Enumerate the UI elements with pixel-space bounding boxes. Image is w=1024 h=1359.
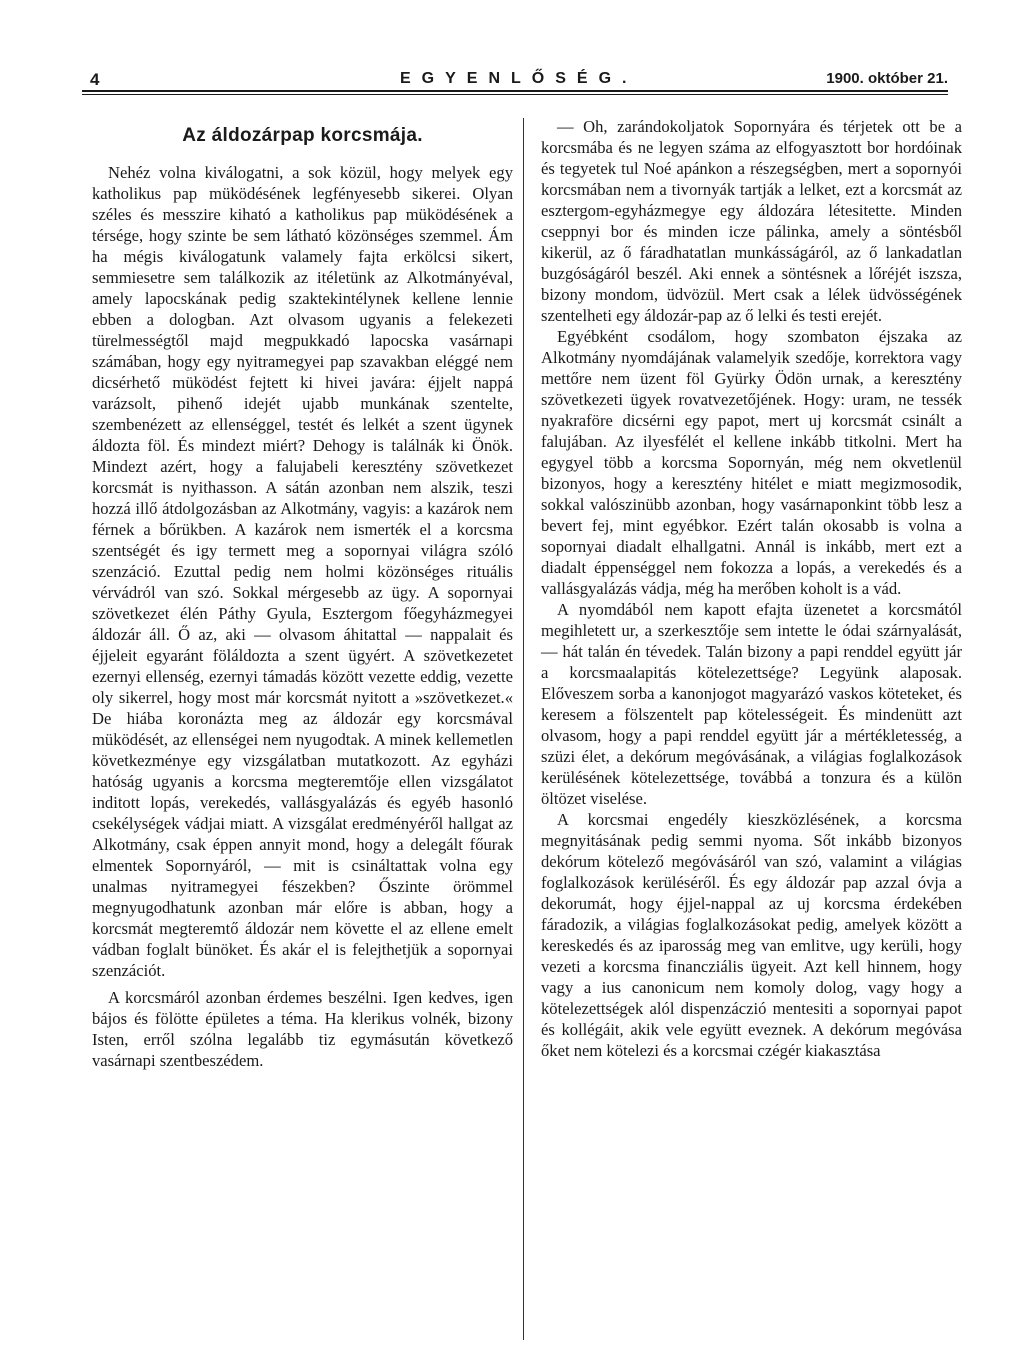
- right-column: [541, 116, 962, 1061]
- page-number: 4: [90, 70, 100, 89]
- left-column: [92, 110, 513, 1071]
- paragraph: A nyomdából nem kapott efajta üzenetet a korcsmától megihletett ur, a szerkesztője sem intette le ódai szárnyalását, — hát talán én tévedek. Talán bizony a papi renddel együtt jár a korcsmaalapitás kötelezettsége? Legyünk alaposak. Előveszem sorba a kanonjogot magyarázó vaskos köteteket, és keresem a fölszentelt pap kötelességeit. És mindenütt azt olvasom, hogy a papi renddel együtt jár a mértékletesség, a szüzi élet, a dekórum megóvásának, a világias foglalkozások kerülésének kötelezettsége, továbbá a tonzura és a külön öltözet viselése.: [541, 600, 962, 808]
- header-rule-thick: [82, 90, 948, 92]
- paragraph: Egyébként csodálom, hogy szombaton éjszaka az Alkotmány nyomdájának valamelyik szedője, korrektora vagy mettőre nem üzent föl Gyürky Ödön urnak, a keresztény szövetkezeti ügyek rovatvezetőjének. Hogy: uram, ne tessék nyakraföre dicsérni egy papot, mert uj korcsmát csinált a falujában. Az ilyesfélét el kellene inkább titkolni. Mert ha egygyel több a korcsma Sopornyán, még nem okvetlenül bizonyos, hogy a keresztény hitélet e miatt megizmosodik, sokkal valószinübb azonban, hogy vasárnaponkint több lesz a bevert fej, mint egyébkor. Ezért talán okosabb is volna a sopornyai diadalt elhallgatni. Annál is inkább, mert ezt a diadalt éppenséggel nem fokozza a lopás, a verekedés és a vallásgyalázás vádja, még ha merőben koholt is a vád.: [541, 327, 962, 598]
- page-header: [82, 70, 948, 92]
- header-rule-thin: [82, 94, 948, 95]
- issue-date: 1900. október 21.: [826, 70, 948, 87]
- paragraph: A korcsmai engedély kieszközlésének, a korcsma megnyitásának pedig semmi nyoma. Sőt inkább bizonyos dekórum kötelező megóvásáról van szó, valamint a világias foglalkozások kerüléséről. És egy áldozár pap azzal óvja a dekorumát, hogy éjjel-nappal az uj korcsma érdekében fáradozik, a világias foglalkozásokat pedig, amelyek között a kereskedés és az iparosság meg van emlitve, ugy kerüli, hogy vezeti a korcsma financziális ügyeit. Azt kell hinnem, hogy vagy a ius canonicum nem komoly dolog, vagy hogy a kötelezettségek alól dispenzáczió mentesiti a sopornyai papot és kollégáit, akik vele együtt eveznek. A dekórum megóvása őket nem kötelezi és a korcsmai czégér kiakasztása: [541, 810, 962, 1060]
- paragraph: Nehéz volna kiválogatni, a sok közül, hogy melyek egy katholikus pap müködésének legfényesebb sikerei. Olyan széles és messzire kiható a katholikus pap müködésének a térsége, hogy szinte be sem látható közönséges szemmel. Ám ha mégis kiválogatunk valamely fajta erkölcsi sikert, semmiesetre sem találkozik az itéletünk az Alkotmányéval, amely lapocskának pedig szaktekintélynek kellene lennie ebben a dologban. Azt olvasom ugyanis a felekezeti türelmességtől majd megpukkadó lapocska vasárnapi számában, hogy egy nyitramegyei pap szavakban eléggé nem dicsérhető müködést fejtett ki hivei javára: éjjelt nappá varázsolt, pihenő idejét ujabb munkának szentelte, szembenézett az ellenséggel, testét és lelkét a szent ügynek áldozta föl. És mindezt miért? Dehogy is találnák ki Önök. Mindezt azért, hogy a falujabeli keresztény szövetkezet korcsmát is nyithasson. A sátán azonban nem alszik, teszi hozzá illő átdolgozásban az Alkotmány, vagyis: a kazárok nem férnek a bőrükben. A kazárok nem ismerték el a korcsma szentségét és igy termett meg a sopornyai világra szóló szenzáció. Ezuttal pedig nem holmi közönséges rituális vérvádról van szó. Sokkal mérgesebb az ügy. A sopornyai szövetkezet élén Páthy Gyula, Esztergom főegyházmegyei áldozár áll. Ő az, aki — olvasom áhitattal — nappalait és éjjeleit egyaránt föláldozta a szent ügyért. A szövetkezetet ezernyi ellenség, ezernyi támadás között vezette eddig, vezette oly sikerrel, hogy most már korcsmát nyitott a »szövetkezet.« De hiába koronázta meg az áldozár egy korcsmával müködését, az ellenségei nem nyugodtak. A minek kellemetlen következménye egy vizsgálatban mutatkozott. Az egyházi hatóság ugyanis a korcsma megteremtője ellen vizsgálatot inditott lopás, verekedés, vallásgyalázás és egyéb hasonló csekélységek vádjai miatt. A vizsgálat eredményéről hallgat az Alkotmány, csak éppen annyit mond, hogy a delegált főurak elmentek Sopornyáról, — mit is csináltattak volna egy unalmas nyitramegyei fészekben? Őszinte örömmel megnyugodhatunk azonban már előre is abban, hogy a korcsmát megteremtő áldozár nem követte el az ellene emelt vádban foglalt bünöket. És akár el is felejthetjük a sopornyai szenzációt.: [92, 163, 513, 980]
- column-divider: [523, 118, 524, 1340]
- publication-title: EGYENLŐSÉG.: [400, 70, 638, 87]
- paragraph: A korcsmáról azonban érdemes beszélni. Igen kedves, igen bájos és fölötte épületes a téma. Ha klerikus volnék, bizony Isten, erről szólna legalább tiz egymásután következő vasárnapi szentbeszédem.: [92, 988, 513, 1070]
- article-title: Az áldozárpap korcsmája.: [182, 125, 423, 146]
- paragraph: — Oh, zarándokoljatok Sopornyára és térjetek ott be a korcsmába és ne legyen száma az elfogyasztott bor hordóinak és tegyetek tul Noé apánkon a részegségben, mert a sopornyói korcsmában nem a tivornyák tartják a lelket, ezt a korcsmát az esztergom-egyházmegye egy áldozára létesitette. Minden cseppnyi bor és minden icze pálinka, amely a söntésből kikerül, az ő fáradhatatlan munkásságáról, az ő lankadatlan buzgóságáról beszél. Aki ennek a söntésnek a lőréjét iszsza, bizony mondom, üdvözül. Mert csak a lélek üdvösségének szentelheti egy áldozár-pap az ő lelki és testi erejét.: [541, 117, 962, 325]
